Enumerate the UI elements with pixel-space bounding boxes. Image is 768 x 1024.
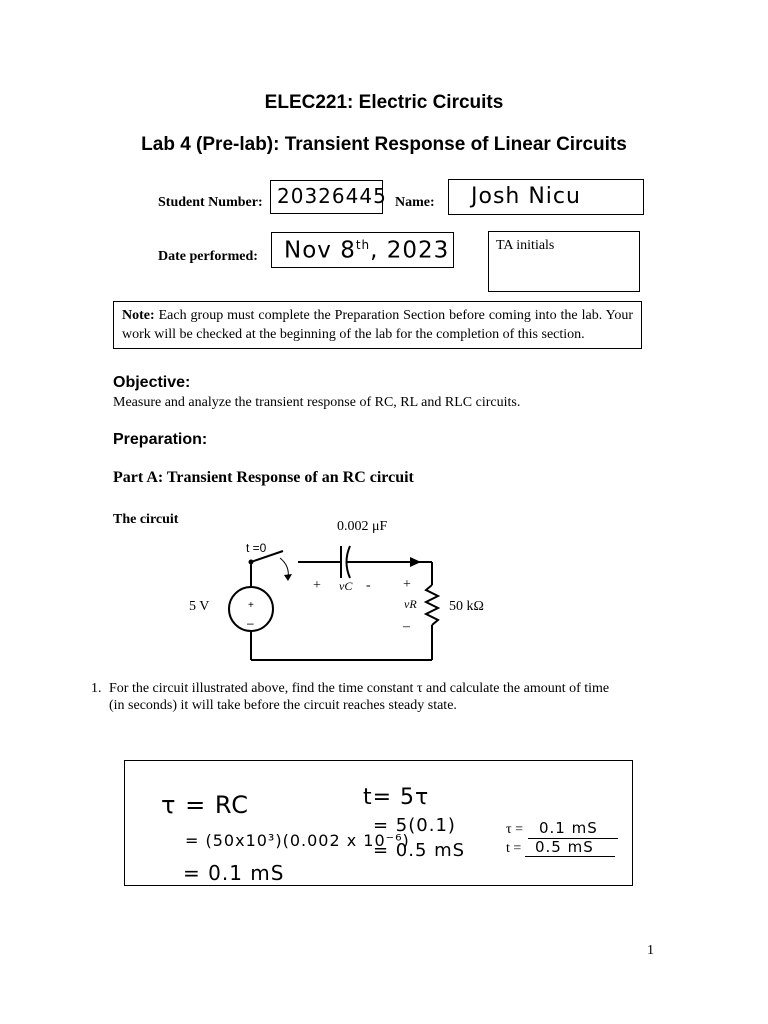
current-arrow-head [410,557,421,567]
answer-tau-result: = 0.1 mS [183,861,285,885]
page-number: 1 [647,943,654,958]
tau-result-value: 0.1 mS [539,819,598,837]
objective-text: Measure and analyze the transient response of RC, RL and RLC circuits. [113,395,521,410]
tau-result-label: τ = [506,822,524,837]
ta-initials-label: TA initials [496,238,555,253]
source-value: 5 V [189,599,210,614]
answer-t-substitution: = 5(0.1) [373,815,456,836]
question-number: 1. [91,681,102,696]
date-value: Nov 8th, 2023 [284,237,450,264]
vc-label: vC [339,579,353,593]
answer-box[interactable] [124,760,633,886]
name-label: Name: [395,195,435,210]
vc-minus: - [366,578,371,593]
note-box: Note: Each group must complete the Preparation Section before coming into the lab. Your work will be checked at the beginning of the lab for the completion of this section. [113,301,642,349]
t-result-underline [525,856,615,857]
question-text-line2: (in seconds) it will take before the circuit reaches steady state. [109,698,457,713]
lab-title: Lab 4 (Pre-lab): Transient Response of Linear Circuits [141,134,627,155]
objective-heading: Objective: [113,374,191,391]
vr-minus: – [403,619,410,634]
student-number-label: Student Number: [158,195,263,210]
switch-pivot [250,561,253,564]
question-text-line1: For the circuit illustrated above, find the time constant τ and calculate the amount of time [109,681,610,696]
answer-substitution: = (50x10³)(0.002 x 10⁻⁶) [185,831,410,850]
source-minus: – [247,616,254,630]
part-a-heading: Part A: Transient Response of an RC circuit [113,469,414,486]
resistor-zigzag [426,585,438,625]
answer-tau-rc: τ = RC [161,791,250,819]
student-number-value: 20326445 [277,184,387,208]
t-result-value: 0.5 mS [535,838,594,856]
source-plus: + [248,600,254,611]
capacitor-value: 0.002 μF [337,519,388,534]
vr-label: vR [404,597,417,611]
name-value: Josh Nicu [471,184,581,209]
vc-plus: + [313,578,321,593]
resistor-value: 50 kΩ [449,599,484,614]
date-label: Date performed: [158,249,258,264]
preparation-heading: Preparation: [113,431,208,448]
vr-plus: + [403,577,411,592]
answer-t-result: = 0.5 mS [373,840,466,861]
t-result-label: t = [506,841,522,856]
answer-t-formula: t= 5τ [363,785,430,810]
course-title: ELEC221: Electric Circuits [264,92,504,113]
switch-arrow-head [284,574,292,581]
switch-label: t =0 [246,541,267,555]
circuit-label: The circuit [113,512,179,527]
